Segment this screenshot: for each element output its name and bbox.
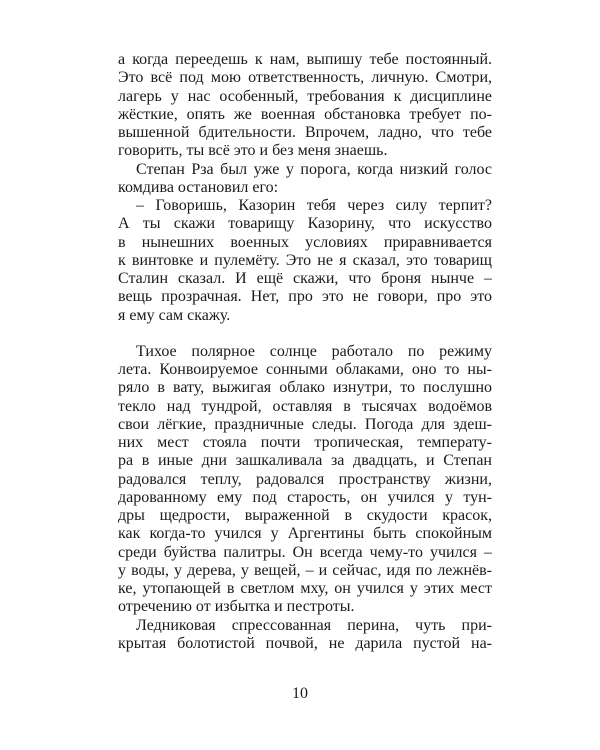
text-line: свои лёгкие, праздничные следы. Погода для здеш- [118, 416, 492, 433]
text-line: дры щедрости, выраженной в скудости красок, [118, 507, 492, 524]
text-line: ра в иные дни зашкаливала за двадцать, и Степан [118, 452, 492, 469]
text-line: лета. Конвоируемое сонными облаками, оно то ны- [118, 361, 492, 378]
text-line: среди буйства палитры. Он всегда чему-то учился – [118, 544, 492, 561]
text-line: – Говоришь, Казорин тебя через силу терпит? [136, 197, 492, 214]
text-line: а когда переедешь к нам, выпишу тебе постоянный. [118, 51, 492, 68]
text-line: лагерь у нас особенный, требования к дисциплине [118, 88, 492, 105]
text-line: Это всё под мою ответственность, личную. Смотри, [118, 69, 492, 86]
text-line: у воды, у дерева, у вещей, – и сейчас, идя по лежнёв- [118, 562, 492, 579]
text-line: А ты скажи товарищу Казорину, что искусство [118, 215, 492, 232]
text-line: Тихое полярное солнце работало по режиму [136, 343, 492, 360]
text-line: ряло в вату, выжигая облако изнутри, то послушно [118, 379, 492, 396]
text-line: дарованному ему под старость, он учился у тун- [118, 489, 492, 506]
text-line: Степан Рза был уже у порога, когда низкий голос [136, 161, 492, 178]
text-line: вещь прозрачная. Нет, про это не говори, про это [118, 288, 492, 305]
text-line: жёсткие, опять же военная обстановка требует по- [118, 106, 492, 123]
text-line: говорить, ты всё это и без меня знаешь. [118, 142, 388, 159]
text-line: Сталин сказал. И ещё скажи, что броня нынче – [118, 270, 492, 287]
text-line: как когда-то учился у Аргентины быть спокойным [118, 525, 492, 542]
text-line: в нынешних военных условиях приравнивается [118, 234, 492, 251]
text-line: к винтовке и пулемёту. Это не я сказал, это товарищ [118, 252, 492, 269]
text-line: ке, утопающей в светлом мху, он учился у этих мест [118, 580, 492, 597]
text-line: отречению от избытка и пестроты. [118, 598, 355, 615]
page-number: 10 [292, 685, 308, 702]
text-line: я ему сам скажу. [118, 307, 231, 324]
text-line: вышенной бдительности. Впрочем, ладно, что тебе [118, 124, 492, 141]
text-line: радовался теплу, радовался пространству жизни, [118, 471, 492, 488]
text-line: текло над тундрой, оставляя в тысячах водоёмов [118, 398, 492, 415]
text-line: Ледниковая спрессованная перина, чуть при- [136, 617, 492, 634]
text-line: них мест стояла почти тропическая, температу- [118, 434, 492, 451]
text-line: комдива остановил его: [118, 179, 279, 196]
text-line: крытая болотистой почвой, не дарила пустой на- [118, 635, 492, 652]
